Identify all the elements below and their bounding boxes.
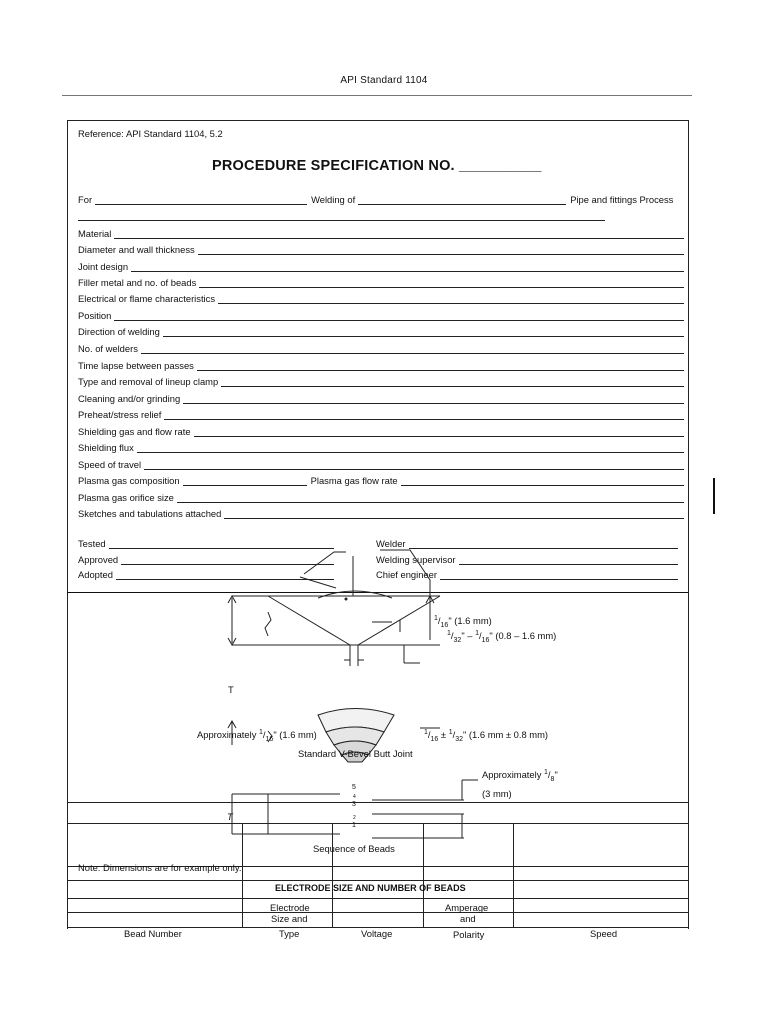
header-amperage-1: Amperage: [445, 902, 489, 913]
dimensions-note: Note: Dimensions are for example only.: [78, 862, 242, 873]
sequence-caption: Sequence of Beads: [313, 843, 395, 854]
field-row-preheat: Preheat/stress relief: [78, 408, 684, 420]
header-amperage-3: Polarity: [453, 929, 485, 940]
sign-chief: Chief engineer: [376, 568, 678, 580]
table-title: ELECTRODE SIZE AND NUMBER OF BEADS: [275, 883, 466, 893]
field-row-cleaning: Cleaning and/or grinding: [78, 392, 684, 404]
grid-line-2: [67, 823, 688, 824]
header-speed: Speed: [590, 928, 618, 939]
root-dimension-label: $^1/_{16} \pm ^1/_{32}$" (1.6 mm ± 0.8 mm): [424, 729, 549, 743]
bead-number-3: 3: [352, 801, 356, 808]
col-divider-1: [242, 823, 243, 928]
field-row-sketches: Sketches and tabulations attached: [78, 507, 684, 519]
field-row-shielding-flux: Shielding flux: [78, 441, 684, 453]
field-row-material: Material: [78, 227, 684, 239]
field-row-orifice: Plasma gas orifice size: [78, 491, 684, 503]
thickness-label: T: [228, 684, 234, 695]
col-divider-4: [513, 823, 514, 928]
header-bead-number: Bead Number: [124, 928, 182, 939]
grid-line-6: [67, 912, 688, 913]
reference-text: Reference: API Standard 1104, 5.2: [78, 128, 223, 139]
grid-line-4: [67, 880, 688, 881]
bead-number-4: 4: [353, 794, 356, 800]
gap-dimension-label: $^1/_{32}$" – $^1/_{16}$" (0.8 – 1.6 mm): [447, 630, 557, 644]
header-electrode-3: Type: [279, 928, 300, 939]
field-row-diameter: Diameter and wall thickness: [78, 243, 684, 255]
sign-supervisor: Welding supervisor: [376, 553, 678, 565]
field-row-shielding-gas: Shielding gas and flow rate: [78, 425, 684, 437]
field-row-clamp: Type and removal of lineup clamp: [78, 375, 684, 387]
welding-of-label: Welding of: [311, 194, 356, 205]
t-italic-label: T: [227, 811, 233, 822]
weld-cap: [318, 591, 392, 598]
header-electrode-1: Electrode: [270, 902, 310, 913]
field-row-time-lapse: Time lapse between passes: [78, 359, 684, 371]
form-title: PROCEDURE SPECIFICATION NO. __________: [212, 158, 542, 174]
sign-adopted: Adopted: [78, 568, 334, 580]
sign-tested: Tested: [78, 537, 334, 549]
for-label: For: [78, 194, 93, 205]
header-voltage: Voltage: [361, 928, 393, 939]
field-row-position: Position: [78, 309, 684, 321]
bead-number-1: 1: [352, 822, 356, 829]
field-row-electrical: Electrical or flame characteristics: [78, 292, 684, 304]
approx-eighth-label: Approximately $^1/_8$": [482, 769, 558, 783]
field-row-filler: Filler metal and no. of beads: [78, 276, 684, 288]
col-divider-3: [423, 823, 424, 928]
page-edge-mark: [713, 478, 715, 514]
bevel-lines: [268, 596, 440, 645]
field-row-speed: Speed of travel: [78, 458, 684, 470]
header-amperage-2: and: [460, 913, 476, 924]
break-mark-upper: [265, 612, 271, 636]
bead-number-5: 5: [352, 784, 356, 791]
sign-welder: Welder: [376, 537, 678, 549]
approx-dimension-label: Approximately $^1/_{16}$" (1.6 mm): [197, 729, 317, 743]
top-dimension-label: $^1/_{16}$" (1.6 mm): [434, 615, 492, 629]
grid-line-5: [67, 898, 688, 899]
running-header: API Standard 1104: [340, 75, 428, 86]
joint-caption: Standard V-Bevel Butt Joint: [298, 748, 413, 759]
bead-number-2: 2: [353, 815, 356, 821]
sign-approved: Approved: [78, 553, 334, 565]
pipe-process-label: Pipe and fittings Process: [570, 194, 674, 205]
col-divider-2: [332, 823, 333, 928]
approx-eighth-mm: (3 mm): [482, 788, 512, 799]
field-row-welders: No. of welders: [78, 342, 684, 354]
field-row-joint-design: Joint design: [78, 260, 684, 272]
grid-line-1: [67, 802, 688, 803]
header-electrode-2: Size and: [271, 913, 308, 924]
field-row-direction: Direction of welding: [78, 325, 684, 337]
field-row-plasma: Plasma gas composition Plasma gas flow rate: [78, 474, 684, 486]
